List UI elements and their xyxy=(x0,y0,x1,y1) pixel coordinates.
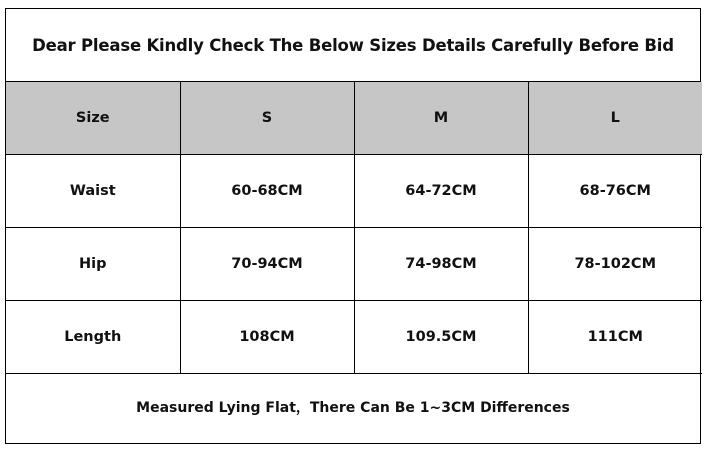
measurement-note: Measured Lying Flat，There Can Be 1~3CM Differences xyxy=(136,399,570,416)
hip-label: Hip xyxy=(6,228,180,301)
size-header-l: L xyxy=(528,82,702,155)
hip-l: 78-102CM xyxy=(528,228,702,301)
waist-l: 68-76CM xyxy=(528,155,702,228)
length-m: 109.5CM xyxy=(354,301,528,374)
size-table xyxy=(6,82,702,374)
hip-row xyxy=(6,228,702,301)
size-header-s: S xyxy=(180,82,354,155)
size-header-label: Size xyxy=(6,82,180,155)
size-header-m: M xyxy=(354,82,528,155)
length-row xyxy=(6,301,702,374)
waist-label: Waist xyxy=(6,155,180,228)
length-label: Length xyxy=(6,301,180,374)
size-header-row xyxy=(6,82,702,155)
waist-s: 60-68CM xyxy=(180,155,354,228)
size-chart-frame xyxy=(5,8,701,444)
length-s: 108CM xyxy=(180,301,354,374)
waist-m: 64-72CM xyxy=(354,155,528,228)
size-chart-title: Dear Please Kindly Check The Below Sizes Details Carefully Before Bid xyxy=(6,9,700,82)
hip-s: 70-94CM xyxy=(180,228,354,301)
hip-m: 74-98CM xyxy=(354,228,528,301)
waist-row xyxy=(6,155,702,228)
length-l: 111CM xyxy=(528,301,702,374)
